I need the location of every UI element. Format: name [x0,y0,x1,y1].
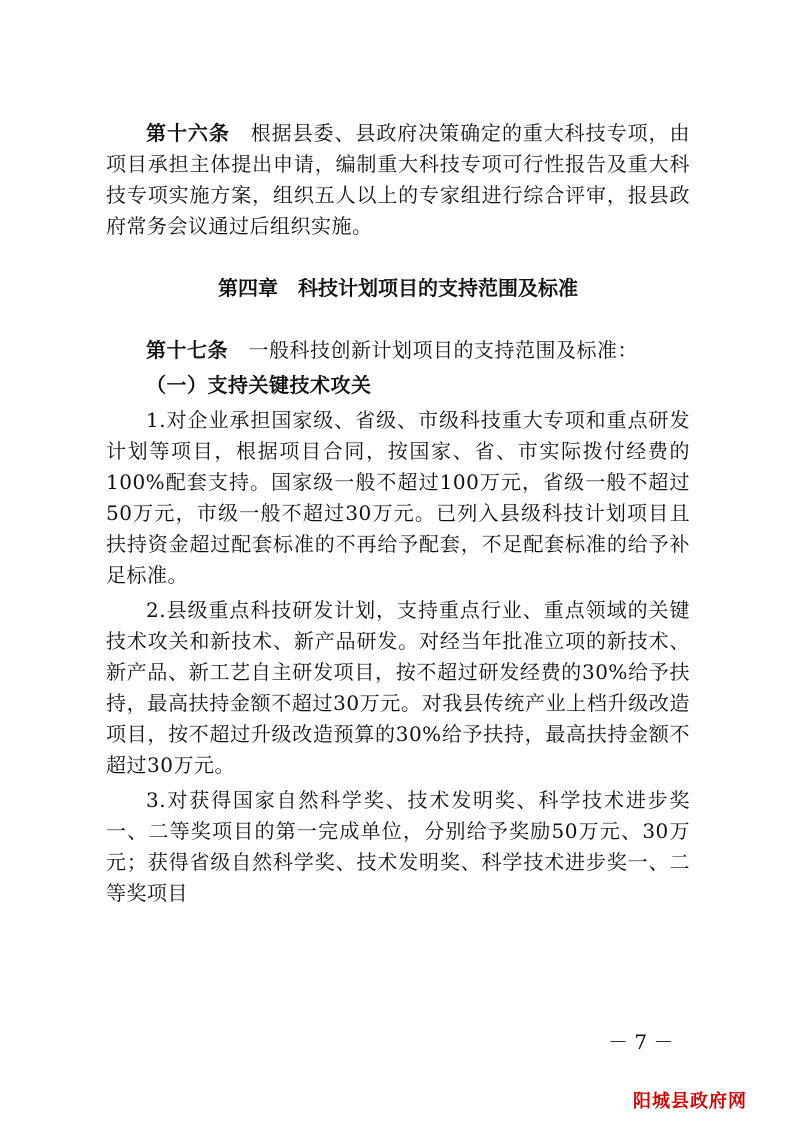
page-number: － 7 － [608,1030,674,1054]
list-item: 2.县级重点科技研发计划，支持重点行业、重点领域的关键技术攻关和新技术、新产品研发。对经当年批准立项的新技术、新产品、新工艺自主研发项目，按不超过研发经费的30%给予扶持，最高扶持金额不超过30万元。对我县传统产业上档升级改造项目，按不超过升级改造预算的30%给予扶持，最高扶持金额不超过30万元。 [106,598,690,777]
list-item: 1.对企业承担国家级、省级、市级科技重大专项和重点研发计划等项目，根据项目合同，按国家、省、市实际拨付经费的100%配套支持。国家级一般不超过100万元，省级一般不超过50万元，市级一般不超过30万元。已列入县级科技计划项目且扶持资金超过配套标准的不再给予配套，不足配套标准的给予补足标准。 [106,408,690,587]
article-17-heading: 第十七条 [146,338,228,362]
article-17-paragraph [106,335,690,366]
chapter-4-heading [106,273,690,304]
article-16-paragraph [106,118,690,242]
list-item: 3.对获得国家自然科学奖、技术发明奖、科学技术进步奖一、二等奖项目的第一完成单位，分别给予奖励50万元、30万元；获得省级自然科学奖、技术发明奖、科学技术进步奖一、二等奖项目 [106,788,690,905]
article-16-text: 根据县委、县政府决策确定的重大科技专项，由项目承担主体提出申请，编制重大科技专项可行性报告及重大科技专项实施方案，组织五人以上的专家组进行综合评审，报县政府常务会议通过后组织实施。 [106,121,691,238]
article-17-text: 一般科技创新计划项目的支持范围及标准： [248,338,638,362]
chapter-4-title: 科技计划项目的支持范围及标准 [298,276,578,300]
section-1-title: （一）支持关键技术攻关 [146,373,372,397]
article-16-heading: 第十六条 [146,121,230,145]
document-body [106,118,690,909]
chapter-4-number: 第四章 [218,276,278,300]
site-watermark: 阳城县政府网 [633,1091,747,1112]
